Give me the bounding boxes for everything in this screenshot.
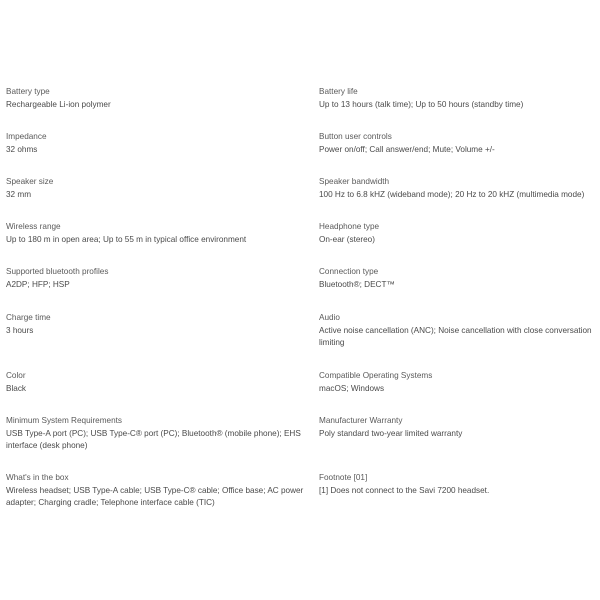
- spec-label: Battery type: [6, 87, 50, 96]
- spec-label: Charge time: [6, 313, 51, 322]
- spec-label: What's in the box: [6, 473, 69, 482]
- spec-value: Up to 13 hours (talk time); Up to 50 hours (standby time): [319, 99, 524, 109]
- spec-value: Black: [6, 383, 27, 393]
- spec-value: Rechargeable Li-ion polymer: [6, 99, 111, 109]
- spec-charge-time: [6, 312, 319, 370]
- spec-label: Headphone type: [319, 222, 380, 231]
- spec-value: Power on/off; Call answer/end; Mute; Volume +/-: [319, 144, 495, 154]
- spec-value: Poly standard two-year limited warranty: [319, 428, 463, 438]
- spec-label: Compatible Operating Systems: [319, 371, 433, 380]
- spec-label: Connection type: [319, 267, 379, 276]
- spec-whats-in-the-box: [6, 472, 319, 517]
- spec-button-user-controls: [319, 131, 600, 176]
- spec-color: [6, 370, 319, 415]
- spec-label: Minimum System Requirements: [6, 416, 123, 425]
- spec-footnote: [319, 472, 600, 517]
- spec-manufacturer-warranty: [319, 415, 600, 472]
- spec-table: [6, 86, 600, 517]
- spec-label: Manufacturer Warranty: [319, 416, 403, 425]
- spec-value: 100 Hz to 6.8 kHZ (wideband mode); 20 Hz to 20 kHZ (multimedia mode): [319, 189, 585, 199]
- spec-battery-life: [319, 86, 600, 131]
- spec-label: Button user controls: [319, 132, 392, 141]
- spec-label: Footnote [01]: [319, 473, 368, 482]
- spec-value: 3 hours: [6, 325, 34, 335]
- spec-headphone-type: [319, 221, 600, 266]
- spec-label: Impedance: [6, 132, 47, 141]
- spec-label: Color: [6, 371, 26, 380]
- spec-speaker-bandwidth: [319, 176, 600, 221]
- spec-label: Audio: [319, 313, 340, 322]
- spec-value: 32 ohms: [6, 144, 38, 154]
- spec-value: On-ear (stereo): [319, 234, 375, 244]
- spec-value: Active noise cancellation (ANC); Noise cancellation with close conversation limiting: [319, 325, 592, 347]
- spec-value: A2DP; HFP; HSP: [6, 279, 70, 289]
- spec-label: Wireless range: [6, 222, 61, 231]
- spec-label: Speaker bandwidth: [319, 177, 390, 186]
- spec-value: USB Type-A port (PC); USB Type-C® port (PC); Bluetooth® (mobile phone); EHS interface (desk phone): [6, 428, 301, 450]
- spec-value: Bluetooth®; DECT™: [319, 279, 395, 289]
- spec-label: Supported bluetooth profiles: [6, 267, 109, 276]
- spec-minimum-system-requirements: [6, 415, 319, 472]
- spec-compatible-os: [319, 370, 600, 415]
- spec-value: macOS; Windows: [319, 383, 385, 393]
- spec-wireless-range: [6, 221, 319, 266]
- spec-value: 32 mm: [6, 189, 32, 199]
- spec-bluetooth-profiles: [6, 266, 319, 312]
- spec-value: [1] Does not connect to the Savi 7200 headset.: [319, 485, 490, 495]
- spec-label: Battery life: [319, 87, 358, 96]
- spec-connection-type: [319, 266, 600, 312]
- spec-battery-type: [6, 86, 319, 131]
- spec-value: Wireless headset; USB Type-A cable; USB Type-C® cable; Office base; AC power adapter; Charging cradle; Telephone interface cable (TIC): [6, 485, 304, 507]
- spec-speaker-size: [6, 176, 319, 221]
- spec-audio: [319, 312, 600, 370]
- spec-label: Speaker size: [6, 177, 54, 186]
- spec-value: Up to 180 m in open area; Up to 55 m in typical office environment: [6, 234, 247, 244]
- spec-impedance: [6, 131, 319, 176]
